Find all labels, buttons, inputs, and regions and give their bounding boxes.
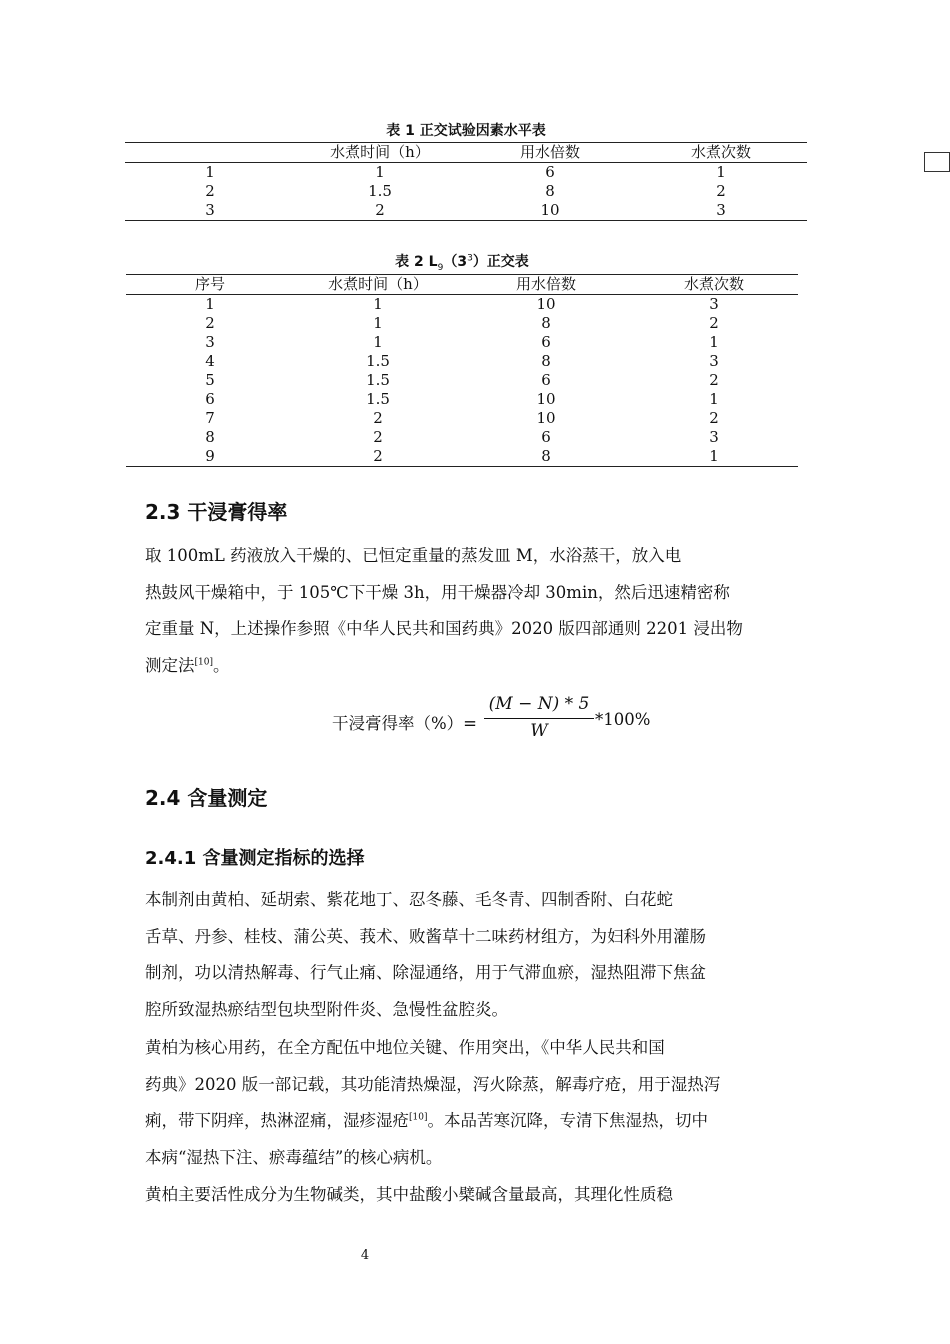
table2-row-cell: 3 xyxy=(709,295,719,313)
table2-row-cell: 3 xyxy=(205,333,215,351)
paragraph-line xyxy=(145,1103,807,1140)
paragraph-line: 黄柏主要活性成分为生物碱类，其中盐酸小檗碱含量最高，其理化性质稳 xyxy=(145,1185,673,1204)
table1-row-cell: 2 xyxy=(716,182,726,200)
table2-row-cell: 1 xyxy=(709,333,719,351)
table2-row xyxy=(126,447,798,467)
table1-row-cell: 10 xyxy=(540,201,560,219)
table1-row-cell: 6 xyxy=(545,163,555,181)
table2-row-cell: 6 xyxy=(541,333,551,351)
table2-row-cell: 2 xyxy=(709,314,719,332)
table2-row-cell: 1 xyxy=(373,333,383,351)
table2-row-cell: 1 xyxy=(709,390,719,408)
section-heading-2-4-1: 2.4.1 含量测定指标的选择 xyxy=(145,848,365,869)
paragraph-line: 舌草、丹参、桂枝、蒲公英、莪术、败酱草十二味药材组方，为妇科外用灌肠 xyxy=(145,926,706,946)
line-text: 测定法 xyxy=(145,655,195,675)
paragraph-line: 制剂，功以清热解毒、行气止痛、除湿通络，用于气滞血瘀，湿热阻滞下焦盆 xyxy=(145,963,706,982)
table2-row-cell: 2 xyxy=(709,371,719,389)
section-2-4-1-paragraph-1 xyxy=(145,882,807,1028)
table2-row-cell: 2 xyxy=(373,447,383,465)
table2-caption-mid: （3 xyxy=(443,254,468,270)
table1-row-cell: 1.5 xyxy=(368,182,392,200)
table1 xyxy=(125,142,807,221)
table2-row-cell: 1.5 xyxy=(366,371,390,389)
section-heading-2-4: 2.4 含量测定 xyxy=(145,786,268,810)
table2-row-cell: 8 xyxy=(541,447,551,465)
margin-comment-marker xyxy=(924,152,950,172)
section-2-3-paragraph xyxy=(145,538,807,684)
table1-header-cell: 用水倍数 xyxy=(465,143,635,163)
table2-row-cell: 4 xyxy=(205,352,215,370)
table1-header-cell: 水煮次数 xyxy=(635,143,807,163)
table1-row xyxy=(125,182,807,201)
table2-row-cell: 8 xyxy=(541,314,551,332)
table2-row xyxy=(126,390,798,409)
table2-row xyxy=(126,295,798,315)
table1-row xyxy=(125,201,807,221)
table1-row-cell: 1 xyxy=(375,163,385,181)
table2-row-cell: 3 xyxy=(709,428,719,446)
section-heading-2-3: 2.3 干浸膏得率 xyxy=(145,500,288,524)
table2-row-cell: 2 xyxy=(373,428,383,446)
table2-header-cell: 水煮次数 xyxy=(630,275,798,295)
line-text: 。本品苦寒沉降，专清下焦湿热，切中 xyxy=(427,1111,708,1130)
line-text: 。 xyxy=(212,655,230,675)
table2-caption-subscript: 9 xyxy=(437,262,444,273)
table2-row-cell: 2 xyxy=(373,409,383,427)
table2-row-cell: 10 xyxy=(536,295,556,313)
table2-caption-superscript: 3 xyxy=(467,253,473,264)
paragraph-line: 本病“湿热下注、瘀毒蕴结”的核心病机。 xyxy=(145,1147,443,1167)
formula-lhs: 干浸膏得率（%）= xyxy=(332,714,478,733)
table2-row-cell: 10 xyxy=(536,409,556,427)
paragraph-line: 腔所致湿热瘀结型包块型附件炎、急慢性盆腔炎。 xyxy=(145,999,508,1019)
section-2-4-1-paragraph-3 xyxy=(145,1177,807,1214)
table2 xyxy=(126,274,798,467)
table2-row-cell: 9 xyxy=(205,447,215,465)
table2-row xyxy=(126,314,798,333)
table2-row-cell: 3 xyxy=(709,352,719,370)
paragraph-line xyxy=(145,648,807,685)
paragraph-line: 取 100mL 药液放入干燥的、已恒定重量的蒸发皿 M，水浴蒸干，放入电 xyxy=(145,546,682,565)
paragraph-line: 本制剂由黄柏、延胡索、紫花地丁、忍冬藤、毛冬青、四制香附、白花蛇 xyxy=(145,890,673,909)
table2-row-cell: 7 xyxy=(205,409,215,427)
table2-row-cell: 1 xyxy=(373,295,383,313)
table2-row-cell: 1 xyxy=(709,447,719,465)
section-2-4-1-paragraph-2 xyxy=(145,1030,807,1176)
table1-row-cell: 1 xyxy=(205,163,215,181)
table2-row-cell: 6 xyxy=(205,390,215,408)
table2-caption-suffix: ）正交表 xyxy=(472,254,529,270)
table1-header-cell: 水煮时间（h） xyxy=(295,143,465,163)
table2-row-cell: 1 xyxy=(205,295,215,313)
paragraph-line: 药典》2020 版一部记载，其功能清热燥湿，泻火除蒸，解毒疗疮，用于湿热泻 xyxy=(145,1074,721,1094)
table2-row xyxy=(126,428,798,447)
table2-caption xyxy=(125,251,799,273)
table2-row-cell: 8 xyxy=(205,428,215,446)
table1-row-cell: 8 xyxy=(545,182,555,200)
table2-header-cell: 用水倍数 xyxy=(462,275,630,295)
table2-row xyxy=(126,371,798,390)
formula-fraction xyxy=(484,690,594,743)
table2-row-cell: 6 xyxy=(541,428,551,446)
table2-row-cell: 8 xyxy=(541,352,551,370)
table2-row-cell: 1.5 xyxy=(366,352,390,370)
table1-row xyxy=(125,163,807,183)
formula-rhs: *100% xyxy=(595,710,651,729)
table1-row-cell: 1 xyxy=(716,163,726,181)
table1-caption: 表 1 正交试验因素水平表 xyxy=(386,123,546,139)
citation-ref: [10] xyxy=(194,657,213,667)
table2-row xyxy=(126,352,798,371)
table2-header-cell: 序号 xyxy=(126,275,294,295)
table1-header-cell xyxy=(125,143,295,163)
table2-row-cell: 2 xyxy=(205,314,215,332)
table2-caption-prefix: 表 2 L xyxy=(395,254,438,270)
paragraph-line: 热鼓风干燥箱中，于 105℃下干燥 3h，用干燥器冷却 30min，然后迅速精密称 xyxy=(145,582,730,602)
table1-row-cell: 3 xyxy=(716,201,726,219)
table1-row-cell: 2 xyxy=(205,182,215,200)
table2-row-cell: 6 xyxy=(541,371,551,389)
formula-denominator: W xyxy=(530,721,548,741)
table2-row-cell: 10 xyxy=(536,390,556,408)
table2-row xyxy=(126,333,798,352)
table2-header-cell: 水煮时间（h） xyxy=(294,275,462,295)
paragraph-line: 黄柏为核心用药，在全方配伍中地位关键、作用突出，《中华人民共和国 xyxy=(145,1038,665,1057)
citation-ref: [10] xyxy=(409,1112,428,1123)
formula-numerator: (M − N) * 5 xyxy=(488,694,590,714)
paragraph-line: 定重量 N，上述操作参照《中华人民共和国药典》2020 版四部通则 2201 浸出物 xyxy=(145,619,743,638)
table1-row-cell: 3 xyxy=(205,201,215,219)
table2-row-cell: 1 xyxy=(373,314,383,332)
table1-row-cell: 2 xyxy=(375,201,385,219)
line-text: 痢，带下阴痒，热淋涩痛，湿疹湿疮 xyxy=(145,1111,409,1130)
table2-row-cell: 2 xyxy=(709,409,719,427)
page-number: 4 xyxy=(360,1248,370,1263)
table2-row-cell: 1.5 xyxy=(366,390,390,408)
table2-row-cell: 5 xyxy=(205,371,215,389)
table2-row xyxy=(126,409,798,428)
